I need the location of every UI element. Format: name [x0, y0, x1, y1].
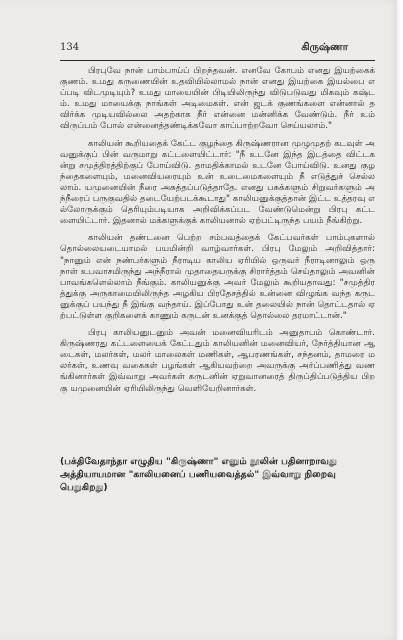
paragraph: காலியன் தண்டனை பெற்ற சம்பவத்தைக் கேட்பவர்கள் பாம்புகளால் தொல்லையடையாமல் பயமின்றி வாழ்வார்கள். பிரபு மேலும் அறிவித்தார்: "நானும் என் நண்பர்களும் நீராடிய காலிய ஏரியில் ஒருவர் நீராடினாலும் ஒரு நாள் உபவாசமிருந்து அந்நீரால் முதாதையருக்கு சிரார்த்தம் செய்தாலும் அவனின் பாவங்களெல்லாம் நீங்கும். காலியனுக்கு அவர் மேலும் கூறியதாவது: "சமுத்திரத்துக்கு அருகாமையிலிருந்த அழகிய பிரதேசத்தில் உன்னை விழுங்க வந்த கருடனுக்குப் பயந்து நீ இங்கு வந்தாய். இப்போது உன் தலையில் நான் தொட்டதால் ஏற்பட்டுள்ள குறிகளைக் காணும் கருடன் உனக்குத் தொல்லை தரமாட்டான்." — [60, 233, 375, 321]
paragraph: பிரபு காலியனுடனும் அவன் மனைவியரிடம் அனுதாபம் கொண்டார். கிருஷ்ணரது கட்டளையைக் கேட்டதும் காலியனின் மனைவியர், நேர்த்தியான ஆடைகள், மலர்கள், மலர் மாலைகள் மணிகள், ஆபரணங்கள், சந்தனம், தாமரை மலர்கள், உணவு வகைகள் பழங்கள் ஆகியவற்றை அவருக்கு அர்ப்பணித்து வணங்கினார்கள் இவ்வாறு அவர்கள் கருடனின் ஏறுவானரைத் திருப்திப்படுத்திய பிறகு யமுனையின் ஏரியிலிருந்து வெளியேறினார்கள். — [60, 328, 375, 394]
paragraph: காலியன் கூறியதைக் கேட்ட குழந்தை கிருஷ்ணரான முழுமுதற் கடவுள் அவனுக்குப் பின் வருமாறு கட்டளையிட்டார்: "நீ உடனே இந்த இடத்தை விட்டகன்று சமுத்திரத்திற்குப் போய்விடு. தாமதிக்காமல் உடனே போய்விடு. உனது குழந்தைகளையும், மனைவியரையும் உன் உடைமைகளையும் நீ எடுத்துச் செல்லலாம். யமுனையின் நீரை அசுத்தப்படுத்தாதே. எனது பசுக்களும் சிறுவர்களும் அந்நீரைப் பருகுவதில் தடையேற்படக்கூடாது" காலியனுக்குத்தான் இட்ட உத்தரவு எல்லோருக்கும் தெரியும்படியாக அறிவிக்கப்பட வேண்டுமென்று பிரபு கட்டளையிட்டார். இதனால் மக்களுக்குக் காலியனால் ஏற்பட்டிருந்த பயம் நீங்கிற்று. — [60, 138, 375, 227]
page-header — [60, 40, 370, 56]
page-edge — [397, 0, 400, 640]
body-text — [60, 66, 375, 401]
chapter-end-note: (பக்திவேதாந்தா எழுதிய "கிருஷ்ணா" எனும் நூலின் பதினாறாவது அத்தியாயமான "காலியனைப் பணியவைத்தல்" இவ்வாறு நிறைவு பெறுகிறது) — [60, 456, 338, 493]
running-title: கிருஷ்ணா — [301, 42, 348, 53]
header-rule — [60, 60, 375, 61]
page-number: 134 — [60, 42, 80, 53]
paragraph: பிரபுவே நான் பாம்பாய்ப் பிறந்தவன். எனவே கோபம் எனது இயற்கைக் குணம். உமது கருணையின் உதவியில்லாமல் நான் எனது இயற்கை இயல்பை எப்படி விடமுடியும்? உமது மாயையின் பிடியிலிருந்து விடுபடுவது மிகவும் கஷ்டம். உமது மாயைக்கு நாங்கள் அடிமைகள். என் ஜடக் குணங்களை என்னால் தவிர்க்க முடியவில்லை அதற்காக நீர் என்னை மன்னிக்க வேண்டும். நீர் உம் விருப்பம் போல் என்னைத்தண்டிக்கவோ காப்பாற்றவோ செய்யலாம்." — [60, 66, 375, 132]
